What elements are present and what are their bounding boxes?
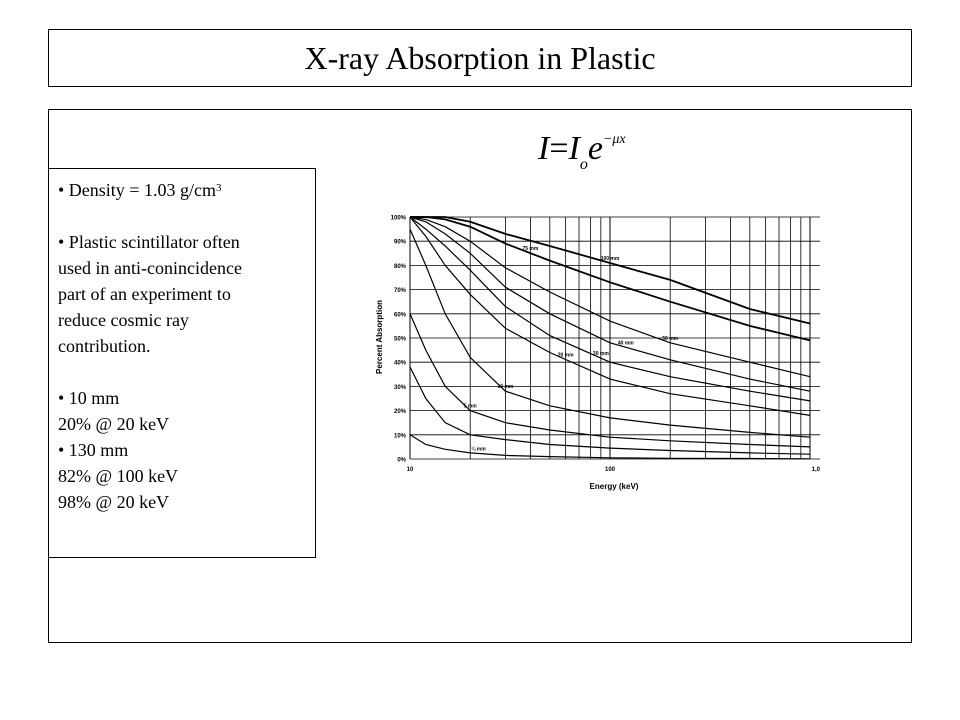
formula-exponent: −μx (602, 132, 626, 147)
formula-e: e (587, 130, 603, 167)
y-tick-label: 60% (393, 312, 406, 319)
bullet-values-line: 20% @ 20 keV (58, 414, 170, 434)
y-tick-label: 20% (393, 409, 406, 416)
bullet-values-line: • 130 mm (58, 440, 129, 460)
chart-labels (391, 216, 820, 474)
bullet-values-line: • 10 mm (58, 388, 120, 408)
x-axis-label: Energy (keV) (589, 482, 639, 491)
y-tick-label: 30% (393, 384, 406, 391)
title-box (48, 29, 912, 87)
bullet-density-text: • Density = 1.03 g/cm (58, 180, 216, 200)
series-annotation: 10 mm (497, 384, 514, 391)
bullet-scintillator-line: part of an experiment to (58, 284, 231, 304)
y-tick-label: 100% (390, 215, 406, 222)
bullet-density (58, 177, 315, 203)
y-tick-label: 70% (393, 288, 406, 295)
y-axis-label: Percent Absorption (375, 300, 384, 374)
series-annotation: 30 mm (592, 351, 609, 358)
bullet-scintillator-line: used in anti-conincidence (58, 258, 242, 278)
y-tick-label: 40% (393, 360, 406, 367)
chart-grid (410, 217, 820, 459)
bullet-values-line: 98% @ 20 keV (58, 492, 170, 512)
bullet-values-line: 82% @ 100 keV (58, 466, 179, 486)
series-annotation: ¼ mm (471, 446, 486, 453)
attenuation-formula (538, 130, 626, 173)
series-annotation: 20 mm (557, 352, 574, 359)
series-annotation: 5 mm (463, 403, 477, 410)
bullet-density-sup: 3 (215, 182, 222, 194)
x-tick-label: 10 (406, 467, 414, 473)
series-annotation: 40 mm (617, 340, 634, 347)
x-tick-label: 1,0 (811, 467, 820, 473)
series-annotation: 50 mm (662, 335, 679, 342)
absorption-chart (370, 205, 820, 505)
formula-sub-o: o (579, 156, 588, 173)
formula-I: I (538, 130, 550, 167)
bullet-scintillator-line: • Plastic scintillator often (58, 232, 240, 252)
slide-title: X-ray Absorption in Plastic (304, 39, 656, 76)
bullet-scintillator-line: reduce cosmic ray (58, 310, 189, 330)
notes-box (48, 168, 316, 558)
y-tick-label: 80% (393, 263, 406, 270)
y-tick-label: 90% (393, 239, 406, 246)
y-tick-label: 10% (393, 433, 406, 440)
formula-eq: = (549, 130, 569, 167)
y-tick-label: 50% (393, 336, 406, 343)
y-tick-label: 0% (397, 457, 406, 464)
formula-Io: I (568, 130, 580, 167)
series-annotation: 100 mm (600, 255, 620, 262)
bullet-scintillator-line: contribution. (58, 336, 151, 356)
series-annotation: 75 mm (522, 246, 539, 253)
x-tick-label: 100 (604, 467, 616, 473)
